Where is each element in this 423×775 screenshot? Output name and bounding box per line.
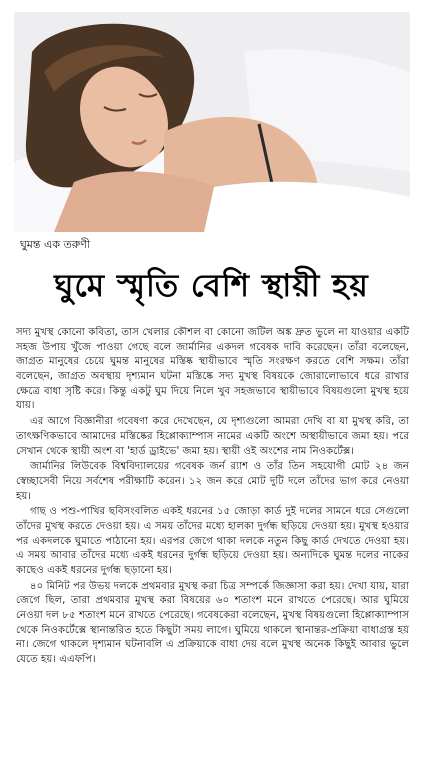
photo-illustration xyxy=(14,12,410,232)
paragraph: গাছ ও পশু-পাখির ছবিসংবলিত একই ধরনের ১৫ জোড়া কার্ড দুই দলের সামনে ধরে সেগুলো তাঁদের মুখস্থ করতে দেওয়া হয়। এ সময় তাঁদের মধ্যে হালকা দুর্গন্ধ ছড়িয়ে দেওয়া হয়। মুখস্থ হওয়ার পর একদলকে ঘুমাতে পাঠানো হয়। এরপর জেগে থাকা দলকে নতুন কিছু কার্ড দেখতে দেওয়া হয়। এ সময় আবার তাঁদের মধ্যে একই ধরনের দুর্গন্ধ ছড়িয়ে দেওয়া হয়। অন্যদিকে ঘুমন্ত দলের নাকের কাছেও একই ধরনের দুর্গন্ধ ছড়ানো হয়। xyxy=(16,506,409,576)
headline: ঘুমে স্মৃতি বেশি স্থায়ী হয় xyxy=(54,268,369,304)
article-body xyxy=(16,326,409,669)
sleeping-woman-photo xyxy=(14,12,410,232)
paragraph: ৪০ মিনিট পর উভয় দলকে প্রথমবার মুখস্থ করা চিত্র সম্পর্কে জিজ্ঞাসা করা হয়। দেখা যায়, যারা জেগে ছিল, তারা প্রথমবার মুখস্থ করা বিষয়ের ৬০ শতাংশ মনে রাখতে পেরেছে। আর ঘুমিয়ে নেওয়া দল ৮৫ শতাংশ মনে রাখতে পেরেছে। গবেষকেরা বলেছেন, মুখস্থ বিষয়গুলো হিপ্পোক্যাম্পাস থেকে নিওকর্টেক্সে স্থানান্তরিত হতে কিছুটা সময় লাগে। ঘুমিয়ে থাকলে স্থানান্তর-প্রক্রিয়া বাধাগ্রস্ত হয় না। জেগে থাকলে দৃশ্যমান ঘটনাবলি এ প্রক্রিয়াকে বাধা দেয় বলে মুখস্থ অনেক কিছুই আবার ভুলে যেতে হয়। এএফপি। xyxy=(16,580,409,666)
photo-caption: ঘুমন্ত এক তরুণী xyxy=(20,238,91,251)
paragraph: এর আগে বিজ্ঞানীরা গবেষণা করে দেখেছেন, যে দৃশ্যগুলো আমরা দেখি বা যা মুখস্থ করি, তা তাৎক্ষণিকভাবে আমাদের মস্তিষ্কের হিপ্পোক্যাম্পাস নামের একটি অংশে অস্থায়ীভাবে জমা হয়। পরে সেখান থেকে স্থায়ী অংশ বা 'হার্ড ড্রাইভে' জমা হয়। স্থায়ী ওই অংশের নাম নিওকর্টেক্স। xyxy=(16,416,409,457)
paragraph: জার্মানির লিউবেক বিশ্ববিদ্যালয়ের গবেষক জর্ন র‍্যাশ ও তাঁর তিন সহযোগী মোট ২৪ জন স্বেচ্ছাসেবী নিয়ে সর্বশেষ পরীক্ষাটি করেন। ১২ জন করে মোট দুটি দলে তাঁদের ভাগ করে নেওয়া হয়। xyxy=(16,461,409,502)
paragraph: সদ্য মুখস্থ কোনো কবিতা, তাস খেলার কৌশল বা কোনো জটিল অঙ্ক দ্রুত ভুলে না যাওয়ার একটি সহজ উপায় খুঁজে পাওয়া গেছে বলে জার্মানির একদল গবেষক দাবি করেছেন। তাঁরা বলেছেন, জাগ্রত মানুষের চেয়ে ঘুমন্ত মানুষের মস্তিষ্ক স্থায়ীভাবে স্মৃতি সংরক্ষণ করতে বেশি সক্ষম। তাঁরা বলেছেন, জাগ্রত অবস্থায় দৃশ্যমান ঘটনা মস্তিষ্কে সদ্য মুখস্থ বিষয়কে জোরালোভাবে ধরে রাখার ক্ষেত্রে বাধা সৃষ্টি করে। কিন্তু একটু ঘুম দিয়ে নিলে খুব সহজভাবে স্থায়ীভাবে বিষয়গুলো মুখস্থ হয়ে যায়। xyxy=(16,327,409,412)
